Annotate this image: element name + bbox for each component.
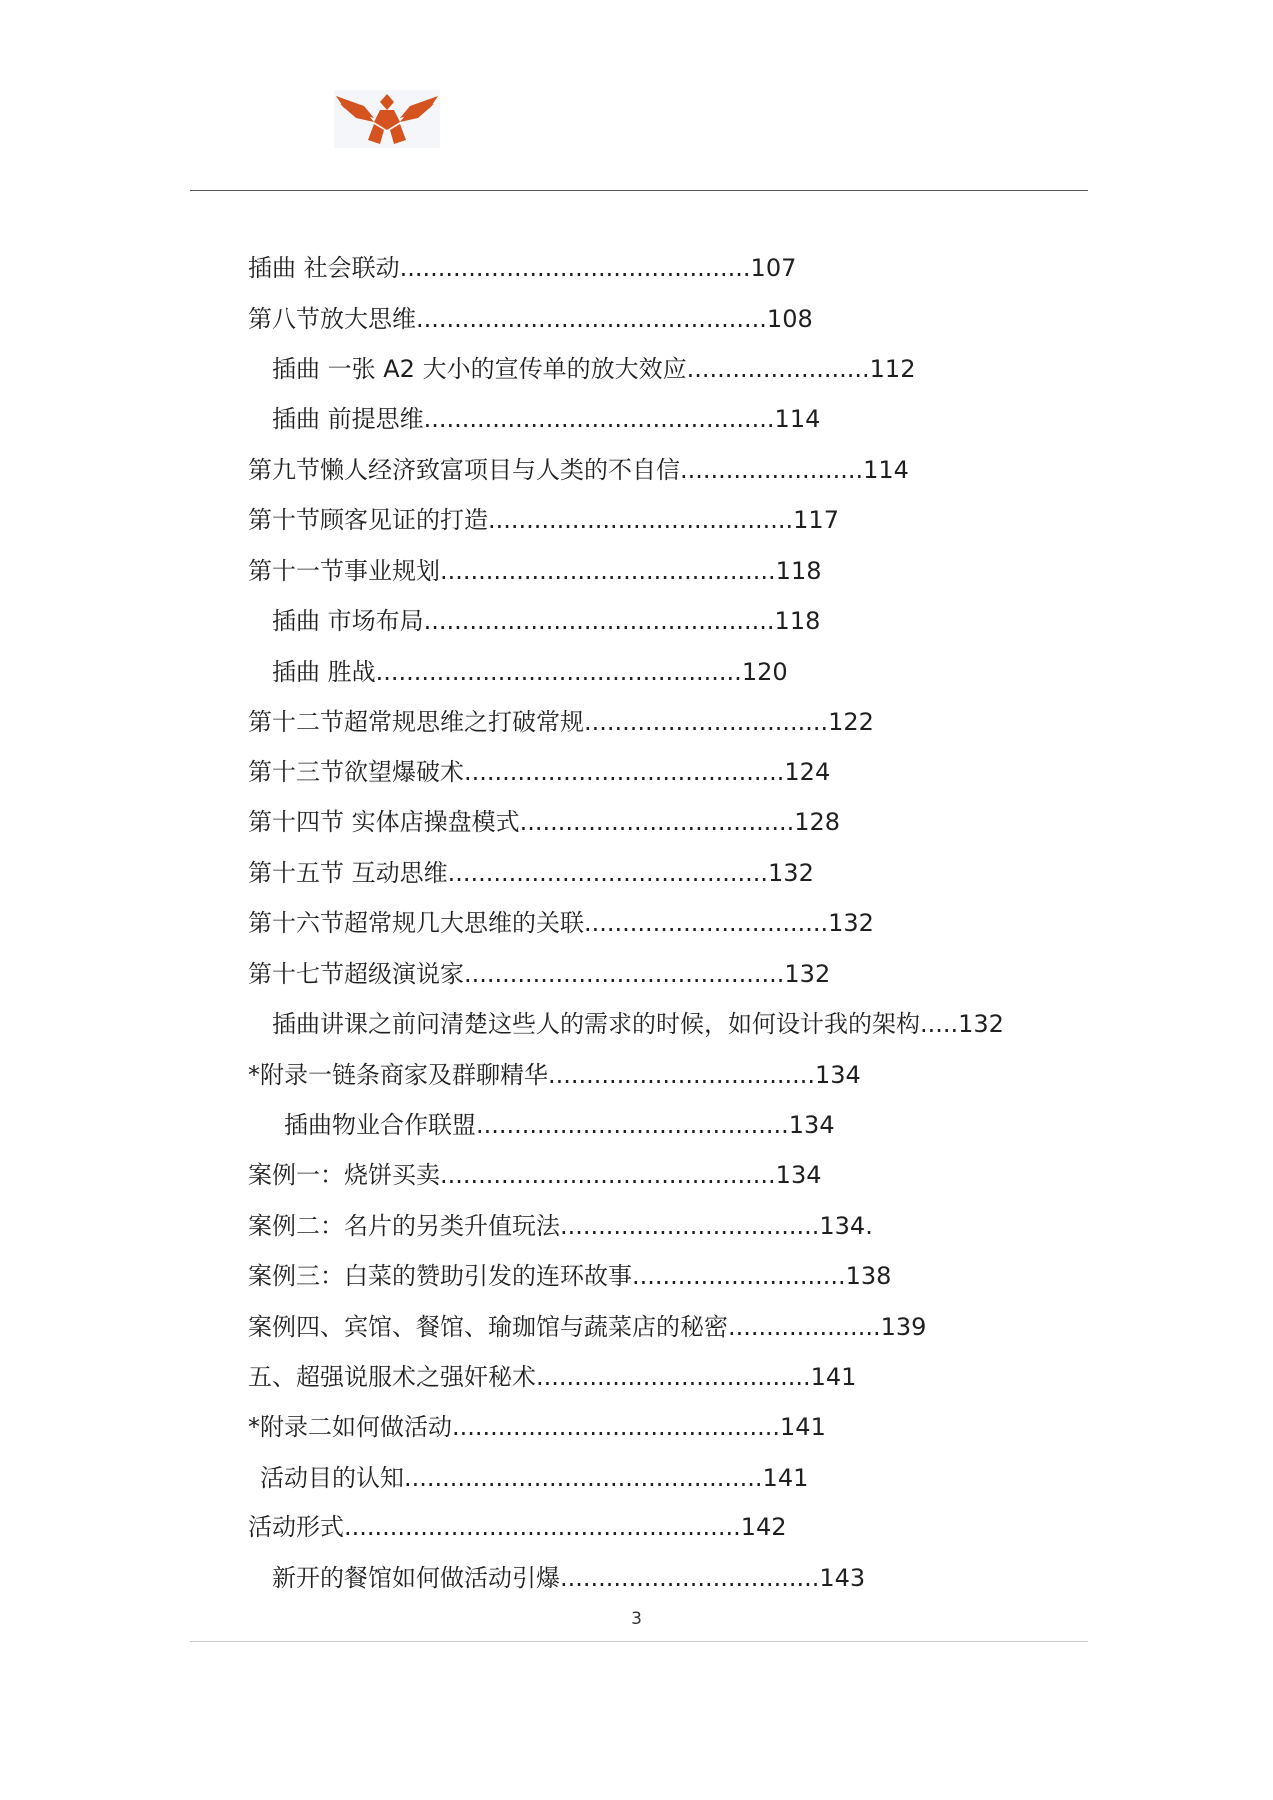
- toc-entry: 案例四、宾馆、餐馆、瑜珈馆与蔬菜店的秘密....................139: [248, 1313, 927, 1341]
- toc-entry: *附录二如何做活动...........................................141: [248, 1413, 826, 1441]
- toc-entry: 第八节放大思维..............................................108: [248, 305, 813, 333]
- toc-entry: 插曲 市场布局..............................................118: [272, 607, 821, 635]
- toc-entry: 插曲 前提思维..............................................114: [272, 405, 821, 433]
- toc-entry: 新开的餐馆如何做活动引爆..................................143: [272, 1564, 866, 1592]
- toc-entry: 第十四节 实体店操盘模式....................................128: [248, 808, 841, 836]
- toc-entry: 第十二节超常规思维之打破常规................................122: [248, 708, 874, 736]
- toc-entry: 第十节顾客见证的打造........................................117: [248, 506, 839, 534]
- toc-entry: 第十六节超常规几大思维的关联................................132: [248, 909, 874, 937]
- toc-entry: *附录一链条商家及群聊精华...................................134: [248, 1061, 861, 1089]
- toc-entry: 第十三节欲望爆破术..........................................124: [248, 758, 831, 786]
- toc-entry: 活动形式....................................................142: [248, 1513, 787, 1541]
- toc-entry: 活动目的认知...............................................141: [260, 1464, 809, 1492]
- toc-entry: 第十五节 互动思维..........................................132: [248, 859, 814, 887]
- toc-entry: 案例一：烧饼买卖............................................134: [248, 1161, 822, 1189]
- toc-entry: 插曲 一张 A2 大小的宣传单的放大效应........................112: [272, 355, 916, 383]
- toc-entry: 插曲物业合作联盟.........................................134: [284, 1111, 835, 1139]
- toc-entry: 插曲 胜战................................................120: [272, 658, 788, 686]
- winged-emblem-logo: [334, 90, 440, 148]
- toc-entry: 第十一节事业规划............................................118: [248, 557, 822, 585]
- toc-entry: 五、超强说服术之强奸秘术....................................141: [248, 1363, 857, 1391]
- toc-entry: 插曲讲课之前问清楚这些人的需求的时候，如何设计我的架构.....132: [272, 1010, 1004, 1038]
- toc-entry: 插曲 社会联动..............................................107: [248, 254, 797, 282]
- toc-entry: 案例三：白菜的赞助引发的连环故事............................138: [248, 1262, 892, 1290]
- footer-rule: [190, 1641, 1088, 1642]
- header-rule: [190, 190, 1088, 191]
- page-number: 3: [631, 1609, 642, 1629]
- toc-entry: 第九节懒人经济致富项目与人类的不自信........................114: [248, 456, 909, 484]
- toc-entry: 第十七节超级演说家..........................................132: [248, 960, 831, 988]
- toc-entry: 案例二：名片的另类升值玩法..................................134.: [248, 1212, 873, 1240]
